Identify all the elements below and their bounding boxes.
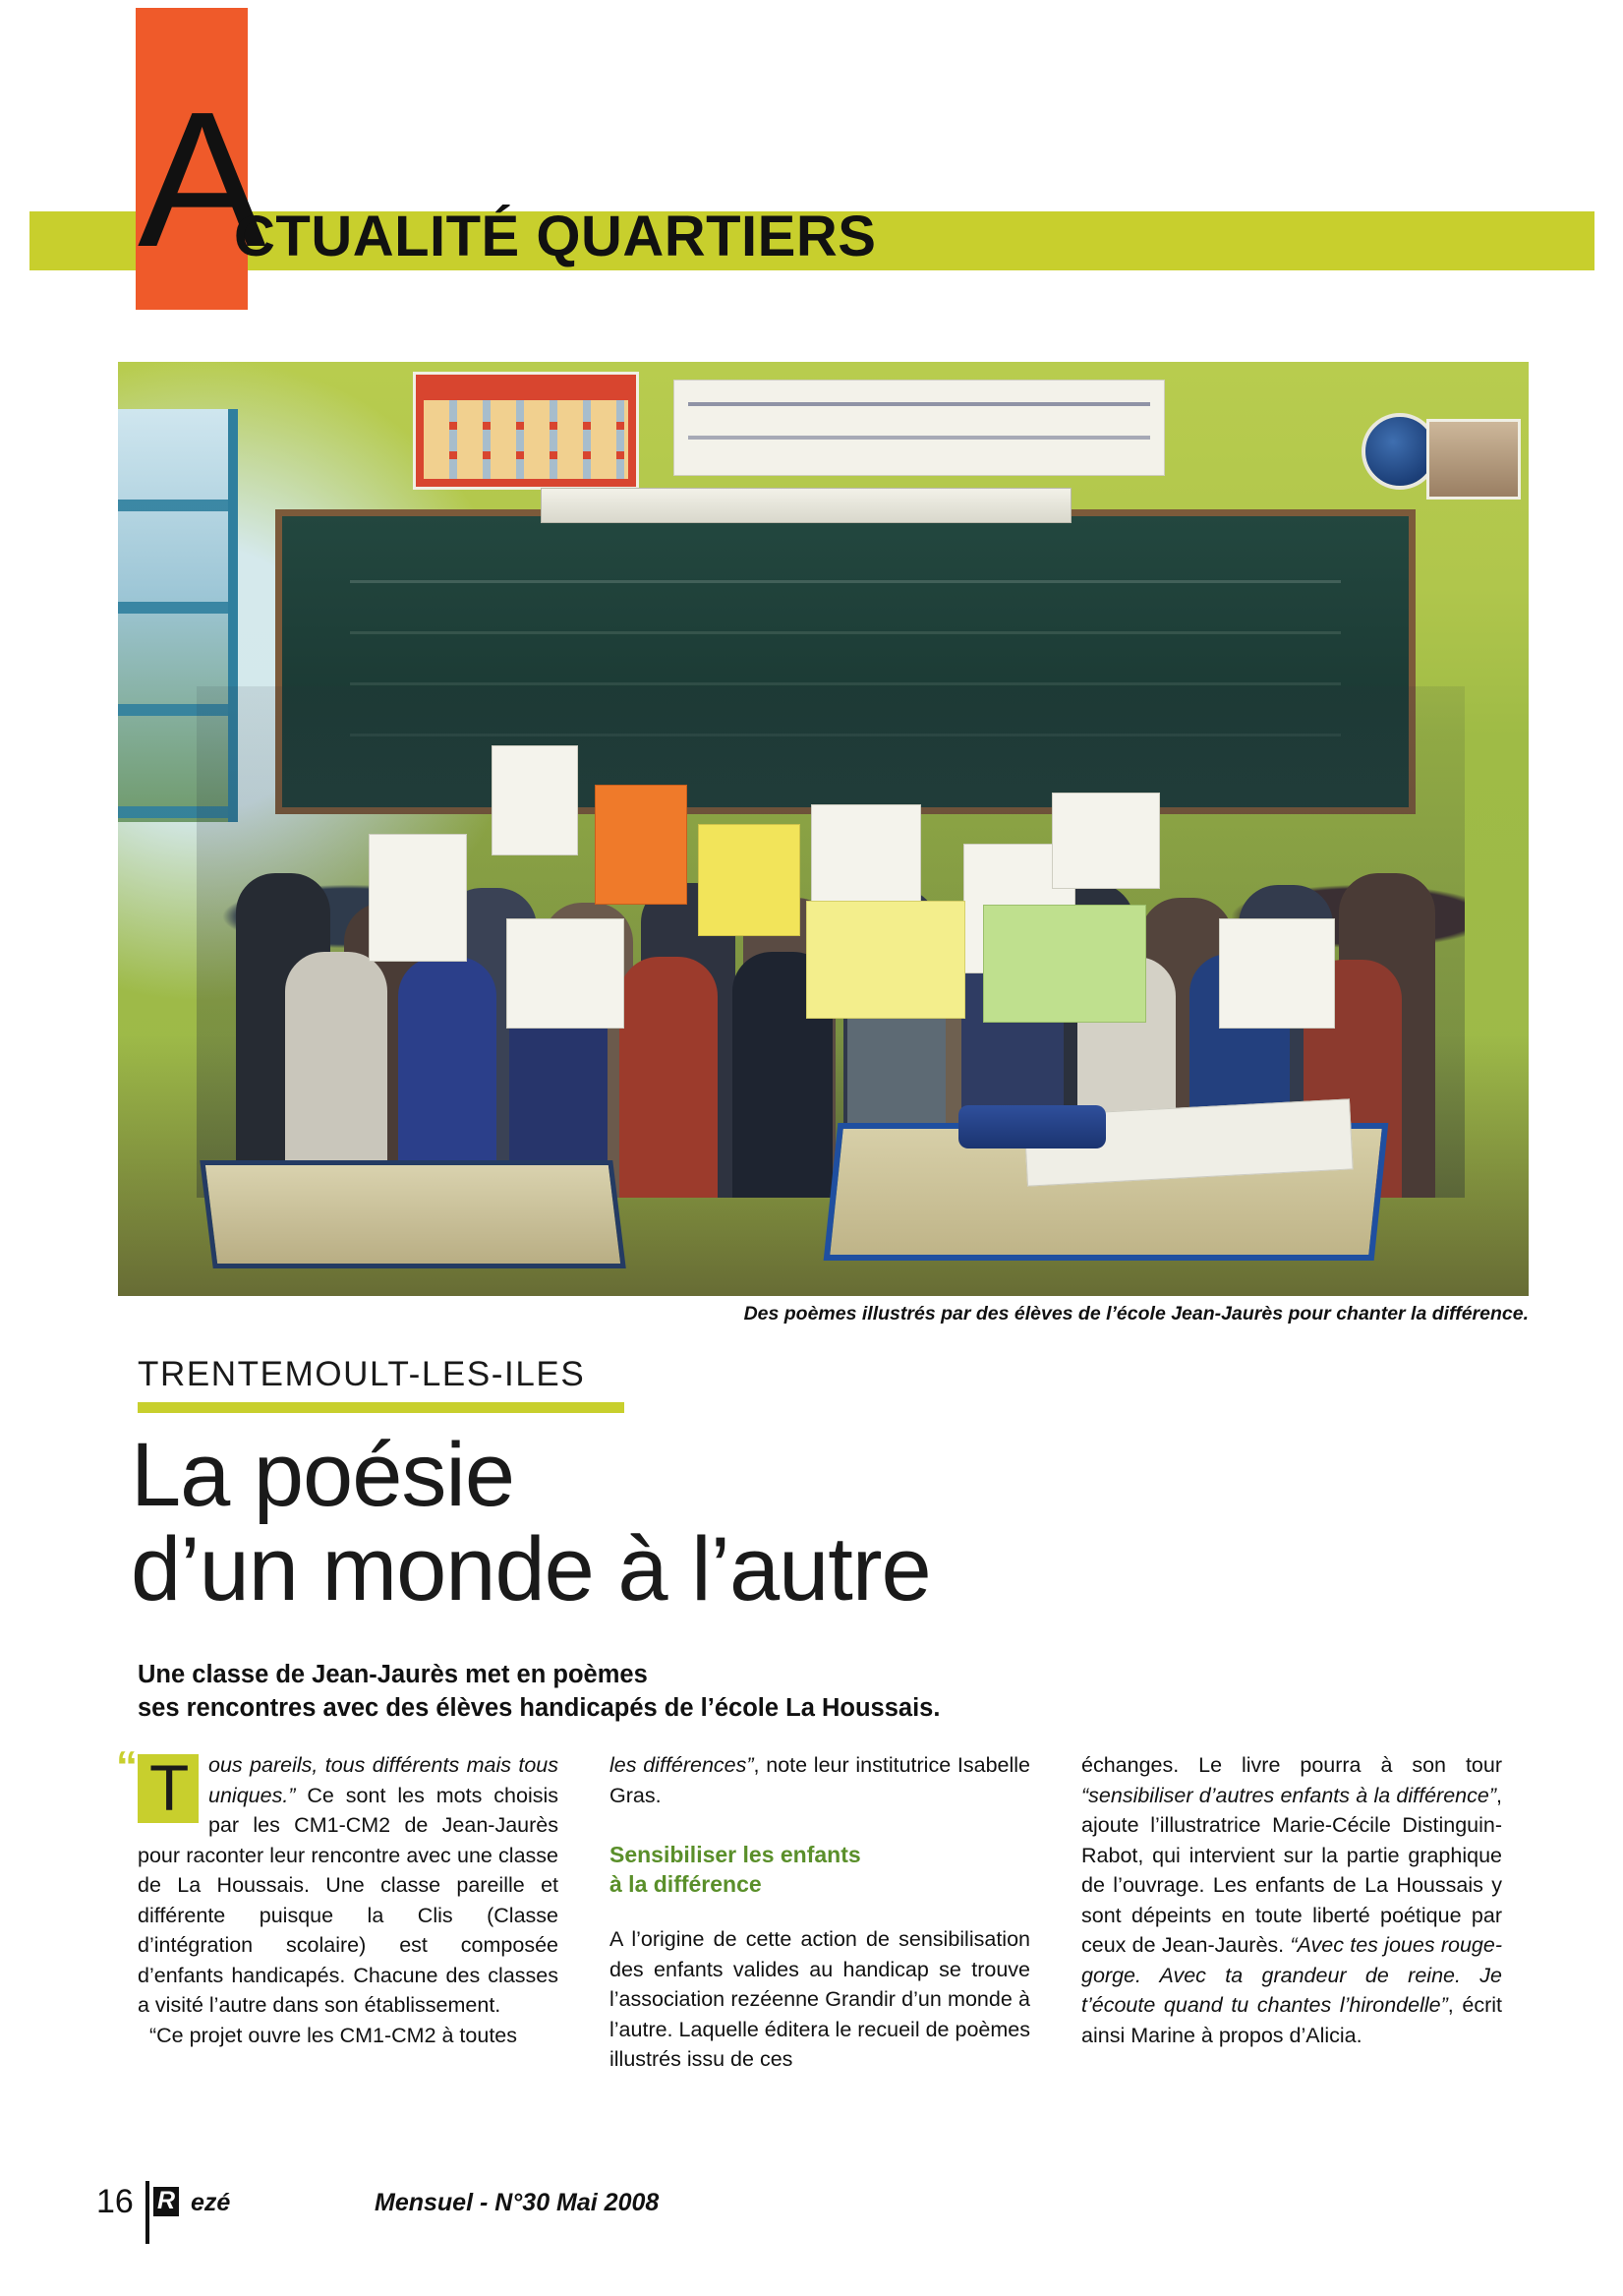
text-segment: “Avec tes joues rouge-gorge. Avec ta grandeur de reine. Je t’écoute quand tu chantes l’hirondelle” — [1081, 1933, 1502, 2017]
article-column-3 — [1081, 1750, 1502, 2163]
article-subhead — [609, 1840, 1030, 1899]
photo-shelf — [541, 488, 1072, 523]
subhead-line-2: à la différence — [609, 1871, 762, 1897]
masthead-drop-letter: A — [138, 72, 262, 287]
paragraph — [138, 2021, 558, 2051]
text-segment: les différences” — [609, 1753, 754, 1777]
article-body-columns — [138, 1750, 1504, 2163]
text-segment: A l’origine de cette action de sensibilisation des enfants valides au handicap se trouve l’association rezéenne Grandir d’un monde à l’autre. Laquelle éditera le recueil de poèmes illustrés issu de ces — [609, 1927, 1030, 2071]
text-segment: , note leur institutrice Isabelle Gras. — [609, 1753, 1030, 1807]
photo-wall-poster — [413, 372, 639, 490]
standfirst-line-1: Une classe de Jean-Jaurès met en poèmes — [138, 1661, 648, 1688]
headline-line-2: d’un monde à l’autre — [131, 1519, 931, 1619]
paragraph — [609, 1924, 1030, 2075]
footer-brand-mark: R — [153, 2187, 179, 2216]
article-column-2 — [609, 1750, 1030, 2163]
masthead-title: CTUALITÉ QUARTIERS — [234, 205, 877, 268]
article-dropcap-letter: T — [149, 1751, 190, 1824]
article-headline — [131, 1425, 1310, 1619]
photo-desk-left — [200, 1160, 626, 1268]
article-kicker: TRENTEMOULT-LES-ILES — [138, 1355, 586, 1393]
article-dropcap — [138, 1751, 199, 1824]
footer-brand-name: ezé — [191, 2189, 231, 2216]
page-number: 16 — [96, 2183, 134, 2220]
text-segment: ous pareils, tous différents mais tous uniques.” — [208, 1753, 558, 1807]
article-photo — [118, 362, 1529, 1296]
footer-issue-info: Mensuel - N°30 Mai 2008 — [375, 2189, 660, 2216]
photo-caption: Des poèmes illustrés par des élèves de l’école Jean-Jaurès pour chanter la différence. — [743, 1303, 1529, 1325]
text-segment: , ajoute l’illustratrice Marie-Cécile Distinguin-Rabot, qui intervient sur la partie graphique de l’ouvrage. Les enfants de La Houssais y sont dépeints en toute liberté poétique par ceux de Jean-Jaurès. — [1081, 1783, 1502, 1957]
article-standfirst — [138, 1658, 1268, 1725]
subhead-line-1: Sensibiliser les enfants — [609, 1842, 861, 1867]
opening-quote-mark: “ — [116, 1742, 138, 1791]
paragraph — [609, 1750, 1030, 1810]
text-segment: “sensibiliser d’autres enfants à la différence” — [1081, 1783, 1497, 1807]
paragraph — [138, 1750, 558, 2021]
text-segment: , écrit ainsi Marine à propos d’Alicia. — [1081, 1993, 1502, 2047]
page-footer — [96, 2181, 784, 2240]
standfirst-line-2: ses rencontres avec des élèves handicapés de l’école La Houssais. — [138, 1694, 941, 1722]
photo-wall-portrait — [1426, 419, 1521, 500]
photo-alphabet-chart — [673, 380, 1165, 476]
page-masthead — [0, 0, 1623, 324]
article-column-1 — [138, 1750, 558, 2163]
text-segment: échanges. Le livre pourra à son tour — [1081, 1753, 1502, 1777]
photo-pencil-case — [958, 1105, 1106, 1148]
headline-line-1: La poésie — [131, 1425, 514, 1525]
text-segment: Ce sont les mots choisis par les CM1-CM2 de Jean-Jaurès pour raconter leur rencontre avec une classe de La Houssais. Une classe pareille et différente puisque la Clis (Classe d’intégration scolaire) est composée d’enfants handicapés. Chacune des classes a visité l’autre dans son établissement. — [138, 1783, 558, 2017]
photo-image — [118, 362, 1529, 1296]
paragraph — [1081, 1750, 1502, 2050]
footer-rule — [145, 2181, 149, 2244]
text-segment: “Ce projet ouvre les CM1-CM2 à toutes — [149, 2023, 518, 2047]
kicker-rule — [138, 1402, 624, 1413]
